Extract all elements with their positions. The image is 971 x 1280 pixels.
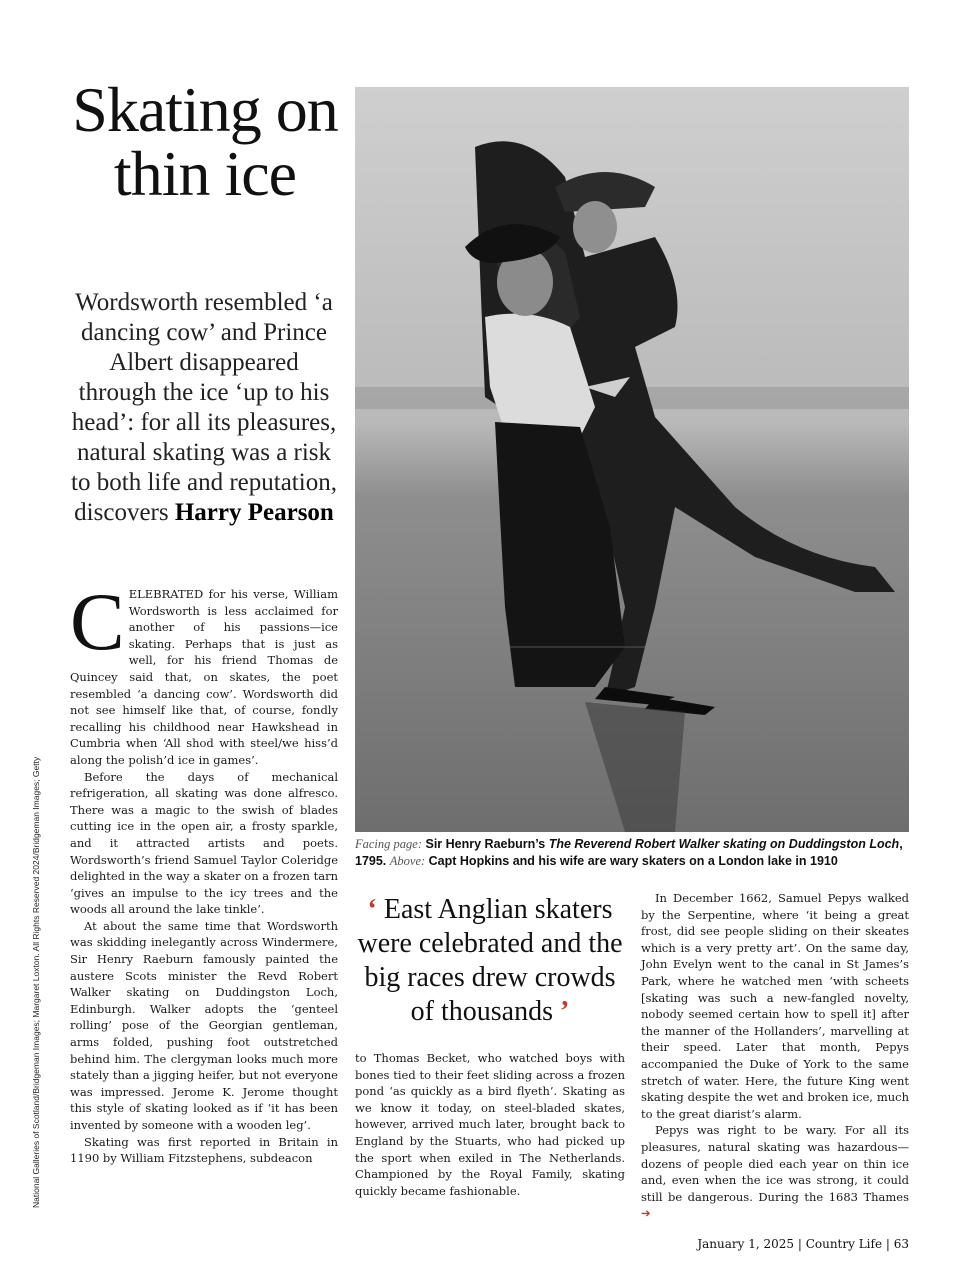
pull-quote-close-mark: ’ [560, 996, 570, 1027]
page-folio: January 1, 2025 | Country Life | 63 [697, 1237, 909, 1251]
author-name: Harry Pearson [174, 499, 334, 526]
caption-above-label: Above: [389, 854, 426, 868]
pull-quote-text: East Anglian skaters were celebrated and the big races drew crowds of thousands [357, 894, 623, 1027]
continue-arrow-icon: ➔ [641, 1206, 651, 1221]
body-column-1 [70, 576, 338, 1167]
paragraph [641, 1122, 909, 1222]
pull-quote [352, 893, 628, 1029]
caption-facing-artist: Sir Henry Raeburn’s [425, 837, 546, 851]
photo-caption [355, 836, 911, 870]
paragraph: Skating was first reported in Britain in 1190 by William Fitzstephens, subdeacon [70, 1134, 338, 1166]
skaters-photo [355, 87, 909, 832]
pull-quote-open-mark: ‘ [367, 894, 377, 925]
skaters-photo-illustration [355, 87, 909, 832]
drop-cap: C [70, 576, 125, 667]
caption-facing-year: , 1795. [355, 837, 903, 868]
caption-above-text: Capt Hopkins and his wife are wary skaters on a London lake in 1910 [428, 854, 838, 868]
paragraph: In December 1662, Samuel Pepys walked by the Serpentine, where ‘it being a great frost, did see people sliding on their skeates which is a very pretty art’. On the same day, John Evelyn went to the canal in St James’s Park, where he watched men ‘with scheets [skating was such a new-fangled novelty, nobody seemed certain how to spell it] after the manner of the Hollanders’, marvelling at their speed. Later that month, Pepys accompanied the Duke of York to the same stretch of water. Here, the future King went skating despite the wet and broken ice, much to the great diarist’s alarm. [641, 891, 909, 1121]
paragraph: Before the days of mechanical refrigeration, all skating was done alfresco. There was a magic to the swish of blades cutting ice in the open air, a frosty sparkle, and it attracted artists and poets. Wordsworth’s friend Samuel Taylor Coleridge delighted in the way a skater on a frozen tarn ‘gives an impulse to the icy trees and the woods all around the lake tinkle’. [70, 769, 338, 917]
paragraph: At about the same time that Wordsworth was skidding inelegantly across Windermere, Sir Henry Raeburn famously painted the austere Scots minister the Revd Robert Walker skating on Duddingston Loch, Edinburgh. Walker adopts the ‘genteel rolling’ pose of the Georgian gentleman, arms folded, pushing foot outstretched behind him. The clergyman looks much more stately than a jigging heifer, but not everyone was impressed. Jerome K. Jerome thought this style of skating looked as if ‘it has been invented by someone with a wooden leg’. [70, 918, 338, 1132]
article-title: Skating on thin ice [72, 74, 338, 209]
paragraph [70, 576, 338, 769]
paragraph: to Thomas Becket, who watched boys with bones tied to their feet sliding across a frozen pond ‘as quickly as a bird flyeth’. Skating as we know it today, on steel-bladed skates, however, arrived much later, brought back to England by the Stuarts, who had picked up the sport when exiled in The Netherlands. Championed by the Royal Family, skating quickly became fashionable. [355, 1051, 625, 1198]
paragraph-text: ELEBRATED for his verse, William Wordsworth is less acclaimed for another of his passions—ice skating. Perhaps that is just as well, for his friend Thomas de Quincey said that, on skates, the poet resembled ‘a dancing cow’. Wordsworth did not see himself like that, of course, fondly recalling his childhood near Hawkshead in Cumbria when ‘All shod with steel/we hiss’d along the polish’d ice in games’. [70, 587, 338, 767]
body-column-3 [641, 890, 909, 1222]
caption-facing-label: Facing page: [355, 837, 422, 851]
body-column-2 [355, 1050, 625, 1199]
standfirst-text: Wordsworth resembled ‘a dancing cow’ and Prince Albert disappeared through the ice ‘up to his head’: for all its pleasures, natural skating was a risk to both life and reputation, discovers [71, 289, 337, 526]
caption-facing-work: The Reverend Robert Walker skating on Duddingston Loch [548, 837, 900, 851]
paragraph-text: Pepys was right to be wary. For all its pleasures, natural skating was hazardous—dozens of people died each year on thin ice and, even when the ice was strong, it could still be dangerous. During the 1683 Thames [641, 1123, 909, 1204]
picture-credit: National Galleries of Scotland/Bridgeman Images; Margaret Loxton. All Rights Reserved 2024/Bridgeman Images; Getty [31, 756, 41, 1208]
standfirst [68, 288, 340, 528]
